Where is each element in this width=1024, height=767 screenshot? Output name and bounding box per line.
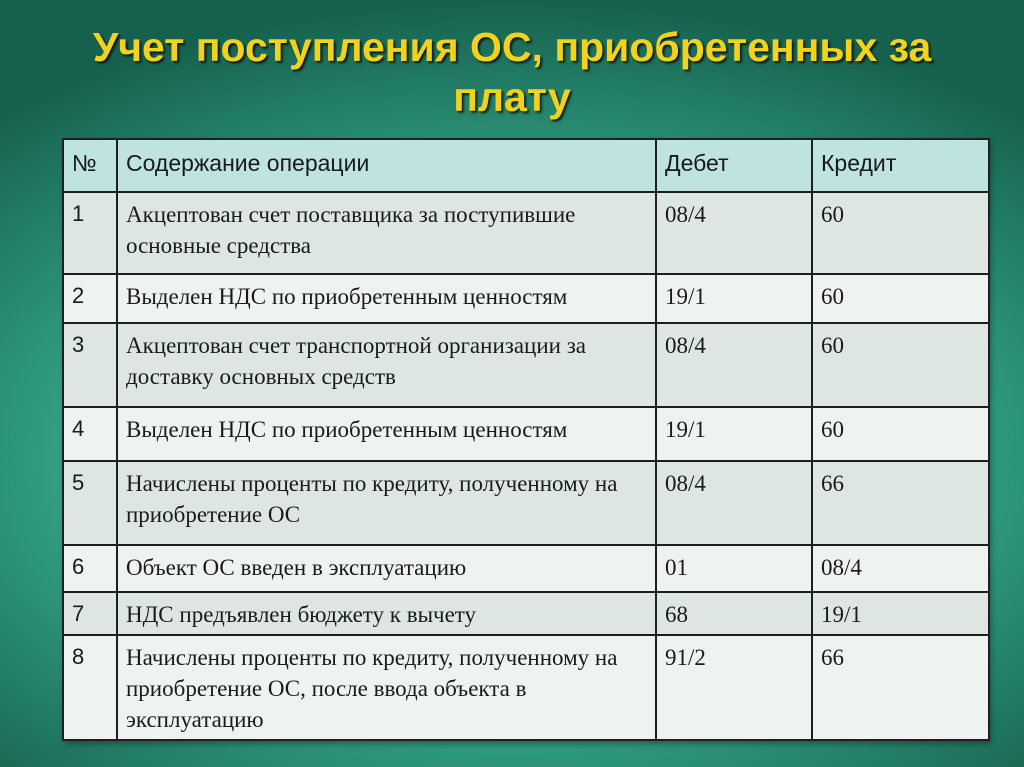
row-credit: 60 xyxy=(812,192,989,274)
row-number: 7 xyxy=(63,592,117,635)
header-debit: Дебет xyxy=(656,139,812,192)
row-number: 5 xyxy=(63,461,117,545)
row-description: Начислены проценты по кредиту, полученному на приобретение ОС xyxy=(117,461,656,545)
row-debit: 08/4 xyxy=(656,192,812,274)
row-description: Акцептован счет поставщика за поступившие основные средства xyxy=(117,192,656,274)
row-credit: 19/1 xyxy=(812,592,989,635)
table-row xyxy=(63,274,989,323)
row-credit: 66 xyxy=(812,635,989,740)
row-debit: 01 xyxy=(656,545,812,592)
row-debit: 19/1 xyxy=(656,274,812,323)
row-description: Выделен НДС по приобретенным ценностям xyxy=(117,407,656,461)
operations-table xyxy=(62,138,990,741)
row-number: 8 xyxy=(63,635,117,740)
operations-table-container xyxy=(62,138,988,741)
row-debit: 19/1 xyxy=(656,407,812,461)
row-number: 4 xyxy=(63,407,117,461)
table-row xyxy=(63,192,989,274)
header-credit: Кредит xyxy=(812,139,989,192)
header-number: № xyxy=(63,139,117,192)
row-description: Начислены проценты по кредиту, полученному на приобретение ОС, после ввода объекта в эксплуатацию xyxy=(117,635,656,740)
table-row xyxy=(63,461,989,545)
row-number: 6 xyxy=(63,545,117,592)
row-credit: 66 xyxy=(812,461,989,545)
table-row xyxy=(63,407,989,461)
table-header-row xyxy=(63,139,989,192)
table-row xyxy=(63,592,989,635)
row-credit: 08/4 xyxy=(812,545,989,592)
table-row xyxy=(63,545,989,592)
row-debit: 68 xyxy=(656,592,812,635)
row-debit: 08/4 xyxy=(656,323,812,407)
row-number: 3 xyxy=(63,323,117,407)
row-description: НДС предъявлен бюджету к вычету xyxy=(117,592,656,635)
row-number: 1 xyxy=(63,192,117,274)
slide-title: Учет поступления ОС, приобретенных за плату xyxy=(92,24,932,120)
header-description: Содержание операции xyxy=(117,139,656,192)
row-description: Выделен НДС по приобретенным ценностям xyxy=(117,274,656,323)
row-description: Объект ОС введен в эксплуатацию xyxy=(117,545,656,592)
table-row xyxy=(63,635,989,740)
row-credit: 60 xyxy=(812,274,989,323)
table-row xyxy=(63,323,989,407)
row-credit: 60 xyxy=(812,323,989,407)
row-debit: 08/4 xyxy=(656,461,812,545)
row-credit: 60 xyxy=(812,407,989,461)
row-debit: 91/2 xyxy=(656,635,812,740)
row-number: 2 xyxy=(63,274,117,323)
row-description: Акцептован счет транспортной организации за доставку основных средств xyxy=(117,323,656,407)
